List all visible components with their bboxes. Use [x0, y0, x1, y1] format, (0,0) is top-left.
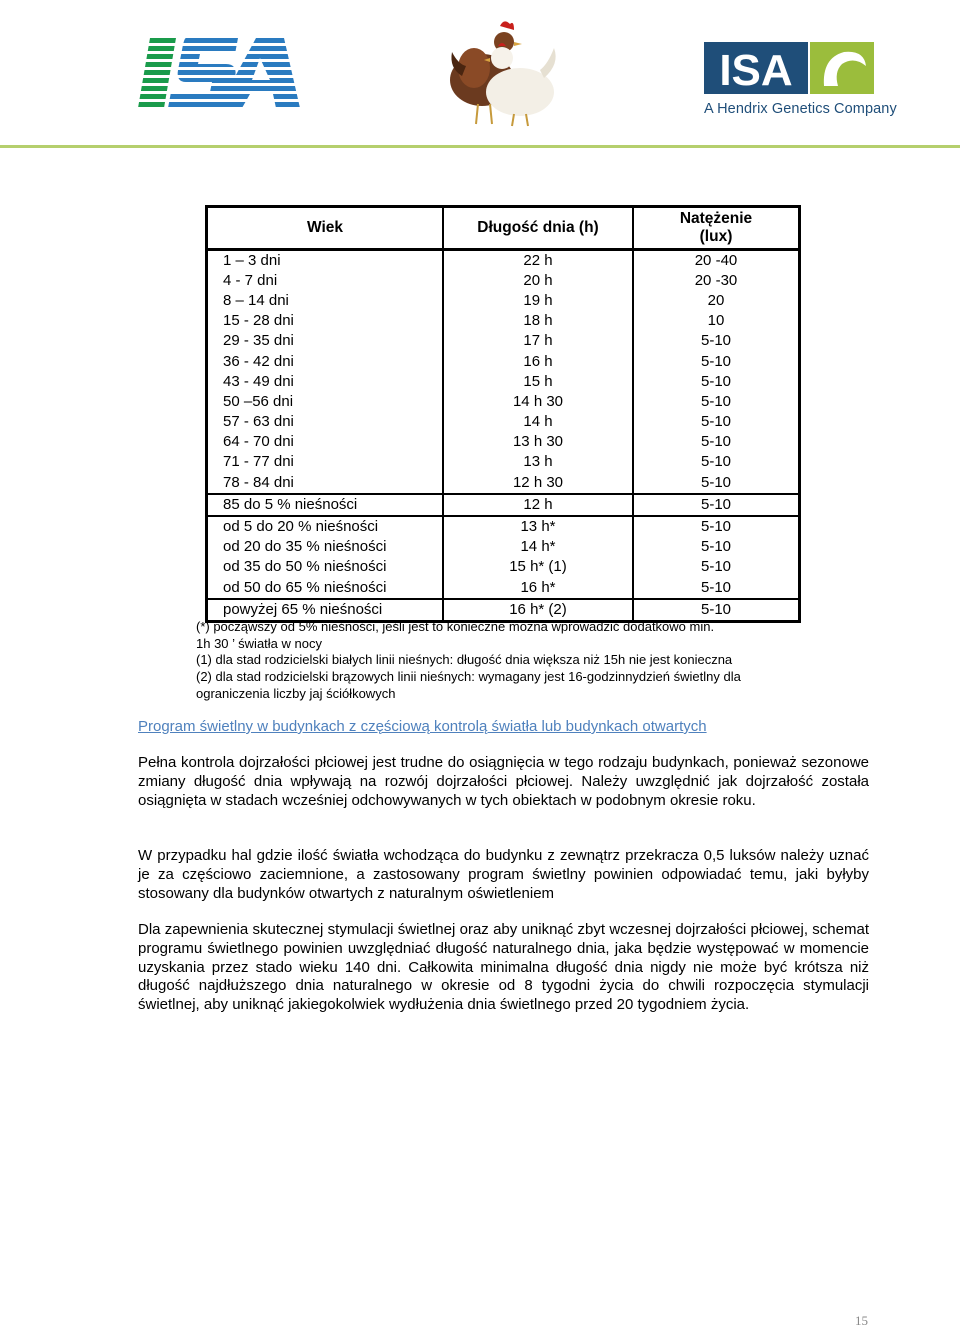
cell-day-length: 12 h 30	[443, 473, 633, 494]
cell-intensity: 5-10	[700, 332, 732, 350]
cell-day-length: 16 h*	[443, 578, 633, 599]
cell-age: 64 - 70 dni	[208, 432, 443, 452]
hendrix-tagline: A Hendrix Genetics Company	[704, 101, 897, 117]
cell-intensity: 5-10	[700, 372, 732, 390]
cell-day-length: 16 h* (2)	[443, 599, 633, 620]
page-number: 15	[855, 1313, 868, 1328]
cell-day-length: 12 h	[443, 494, 633, 516]
cell-day-length: 14 h*	[443, 537, 633, 557]
paragraph-3: Dla zapewnienia skutecznej stymulacji świetlnej oraz aby uniknąć zbyt wczesnej dojrzałości płciowej, schemat programu świetlnego powinien uwzględniać długość naturalnego dnia, jaka będzie występować w momencie uzyskania przez stado wieku 140 dni. Całkowita minimalna długość dnia nigdy nie może być krótsza niż długość najdłuższego dnia naturalnego w okresie od 8 tygodni życia do chwili rozpoczęcia stymulacji świetlnej, aby uniknąć jakiegokolwiek wydłużenia dnia świetlnego przed 20 tygodniem życia.	[138, 921, 869, 1014]
isa-hendrix-logo-text: ISA	[719, 46, 793, 95]
col-header-intensity-line1: Natężenie	[679, 209, 753, 227]
table-row	[208, 351, 798, 371]
cell-intensity: 20	[707, 291, 725, 309]
cell-day-length: 18 h	[443, 311, 633, 331]
cell-age: 29 - 35 dni	[208, 331, 443, 351]
cell-age: od 50 do 65 % nieśności	[208, 578, 443, 599]
cell-intensity: 5-10	[633, 599, 798, 620]
cell-day-length: 14 h	[443, 412, 633, 432]
isa-logo-left	[138, 38, 304, 110]
cell-intensity: 20 -40	[694, 251, 738, 269]
cell-age: od 35 do 50 % nieśności	[208, 557, 443, 577]
paragraph-2: W przypadku hal gdzie ilość światła wchodząca do budynku z zewnątrz przekracza 0,5 luksów należy uznać je za częściowo zaciemnione, a zastosowany program świetlny powinien odpowiadać temu, jaki byłyby stosowany dla budynków otwartych z naturalnym oświetleniem	[138, 847, 869, 902]
note-line: ograniczenia liczby jaj ściółkowych	[196, 685, 396, 701]
table-row	[208, 452, 798, 472]
table-row	[208, 392, 798, 412]
cell-intensity: 5-10	[700, 413, 732, 431]
cell-age: 50 –56 dni	[208, 392, 443, 412]
table-row	[208, 516, 798, 537]
col-header-day-length: Długość dnia (h)	[443, 208, 633, 249]
cell-age: 78 - 84 dni	[208, 473, 443, 494]
cell-intensity: 5-10	[700, 558, 732, 576]
cell-age: od 5 do 20 % nieśności	[208, 516, 443, 537]
cell-age: powyżej 65 % nieśności	[208, 599, 443, 620]
col-header-intensity	[633, 208, 798, 249]
cell-day-length: 14 h 30	[443, 392, 633, 412]
table-row	[208, 537, 798, 557]
table-row	[208, 432, 798, 452]
col-header-age: Wiek	[208, 208, 443, 249]
cell-day-length: 17 h	[443, 331, 633, 351]
cell-intensity: 5-10	[700, 453, 732, 471]
cell-intensity: 5-10	[700, 352, 732, 370]
cell-age: 85 do 5 % nieśności	[208, 494, 443, 516]
cell-age: 36 - 42 dni	[208, 351, 443, 371]
paragraph-1: Pełna kontrola dojrzałości płciowej jest trudne do osiągnięcia w tego rodzaju budynkach, ponieważ sezonowe zmiany długość dnia wpływają na rozwój dojrzałości płciowej. Należy uwzględnić jak dojrzałość została osiągnięta w stadach wcześniej odchowywanych w tych obiektach w podobnym okresie roku.	[138, 754, 869, 809]
isa-hendrix-logo	[704, 42, 897, 117]
cell-day-length: 16 h	[443, 351, 633, 371]
table-row	[208, 271, 798, 291]
cell-intensity: 10	[707, 312, 725, 330]
cell-day-length: 15 h	[443, 372, 633, 392]
table-row	[208, 291, 798, 311]
note-line: (1) dla stad rodzicielski białych linii nieśnych: długość dnia większa niż 15h nie jest konieczna	[196, 652, 733, 668]
table-body	[208, 249, 798, 620]
table-row	[208, 557, 798, 577]
hens-illustration	[444, 8, 560, 128]
cell-day-length: 19 h	[443, 291, 633, 311]
table-row	[208, 311, 798, 331]
note-line: (2) dla stad rodzicielski brązowych linii nieśnych: wymagany jest 16-godzinnydzień świetlny dla	[196, 669, 741, 685]
page-header	[0, 0, 960, 150]
cell-intensity: 5-10	[700, 433, 732, 451]
table-row	[208, 412, 798, 432]
isa-hendrix-logo-mark	[704, 42, 874, 98]
header-rule	[0, 145, 960, 148]
cell-intensity: 5-10	[700, 578, 732, 596]
lighting-program-table	[205, 205, 801, 623]
cell-day-length: 13 h 30	[443, 432, 633, 452]
note-line: 1h 30 ’ światła w nocy	[196, 635, 322, 651]
cell-intensity: 5-10	[700, 392, 732, 410]
cell-age: 15 - 28 dni	[208, 311, 443, 331]
cell-intensity: 5-10	[633, 494, 798, 516]
table-row	[208, 578, 798, 599]
cell-age: 8 – 14 dni	[208, 291, 443, 311]
table-row	[208, 331, 798, 351]
cell-day-length: 13 h*	[443, 516, 633, 537]
cell-age: 71 - 77 dni	[208, 452, 443, 472]
cell-day-length: 13 h	[443, 452, 633, 472]
cell-age: 43 - 49 dni	[208, 372, 443, 392]
cell-intensity: 5-10	[700, 473, 732, 491]
cell-day-length: 22 h	[443, 249, 633, 271]
cell-intensity: 5-10	[700, 538, 732, 556]
cell-age: 1 – 3 dni	[208, 249, 443, 271]
table-row	[208, 249, 798, 271]
cell-day-length: 20 h	[443, 271, 633, 291]
cell-intensity: 5-10	[633, 516, 798, 537]
cell-age: 57 - 63 dni	[208, 412, 443, 432]
table-row	[208, 372, 798, 392]
table-notes	[196, 619, 836, 703]
cell-intensity: 20 -30	[694, 271, 738, 289]
cell-day-length: 15 h* (1)	[443, 557, 633, 577]
cell-age: 4 - 7 dni	[208, 271, 443, 291]
table-row	[208, 599, 798, 620]
note-line: (*) począwszy od 5% nieśności, jeśli jest to konieczne można wprowadzić dodatkowo min.	[196, 619, 715, 634]
table-row	[208, 473, 798, 494]
table-row	[208, 494, 798, 516]
section-subheading: Program świetlny w budynkach z częściową kontrolą światła lub budynkach otwartych	[138, 718, 707, 735]
col-header-intensity-line2: (lux)	[699, 227, 733, 245]
cell-age: od 20 do 35 % nieśności	[208, 537, 443, 557]
